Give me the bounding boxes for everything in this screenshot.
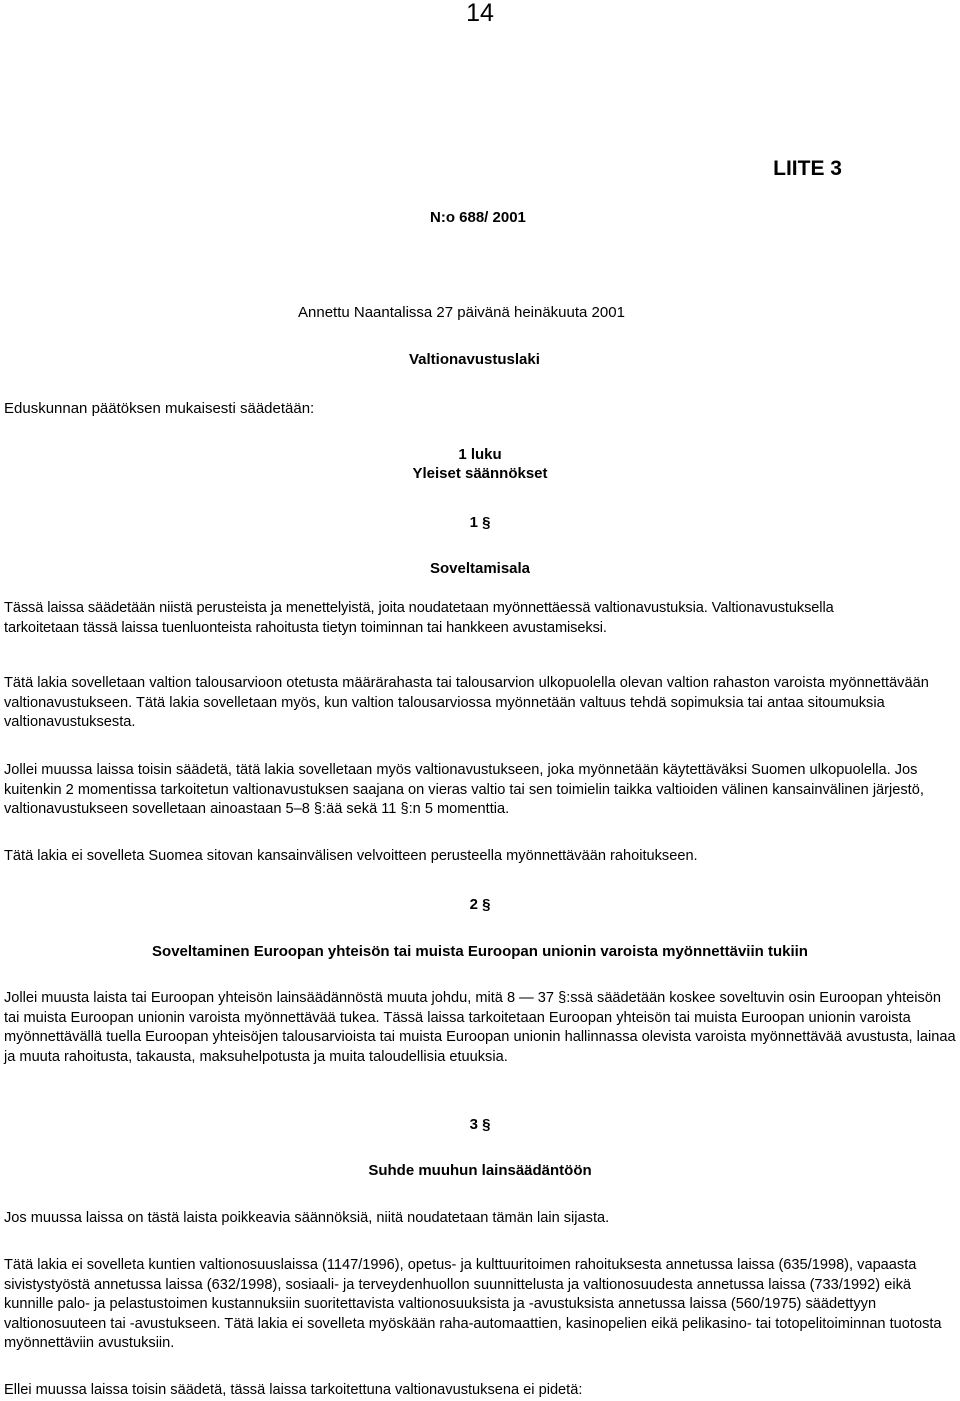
date-line: Annettu Naantalissa 27 päivänä heinäkuuta 2001 — [298, 304, 625, 321]
paragraph: Tätä lakia sovelletaan valtion talousarvioon otetusta määrärahasta tai talousarvion ulkopuolella olevan valtion rahaston varoista myönnettävään valtionavustukseen. Tätä lakia sovelletaan myös, kun valtion talousarviossa myönnetään valtuus tehdä sopimuksia tai antaa sitoumuksia valtionavustuksesta. — [4, 675, 929, 730]
chapter-title: Yleiset säännökset — [412, 465, 548, 482]
paragraph: Jollei muussa laissa toisin säädetä, tätä lakia sovelletaan myös valtionavustukseen, joka myönnetään käytettäväksi Suomen ulkopuolella. Jos kuitenkin 2 momentissa tarkoitetun valtionavustuksen saajana on vieras valtio tai sen toimielin taikka valtioiden välinen kansainvälinen järjestö, valtionavustukseen sovelletaan ainoastaan 5–8 §:ää sekä 11 §:n 5 momenttia. — [4, 762, 924, 817]
paragraph: Jos muussa laissa on tästä laista poikkeavia säännöksiä, niitä noudatetaan tämän lain sijasta. — [4, 1210, 610, 1226]
paragraph: Tätä lakia ei sovelleta kuntien valtionosuuslaissa (1147/1996), opetus- ja kulttuuritoimen rahoituksesta annetussa laissa (635/1998), vapaasta sivistystyöstä annetussa laissa (632/1998), sosiaali- ja terveydenhuollon suunnittelusta ja valtionosuudesta annetussa laissa (733/1992) eikä kunnille palo- ja pelastustoimen kustannuksiin suoritettavista valtionosuuksista ja -avustuksista annetussa laissa (560/1975) säädettyyn valtionosuuteen tai -avustukseen. Tätä lakia ei sovelleta myöskään raha-automaattien, kasinopelien eikä pelikasino- tai totopelitoiminnan tuotosta myönnettäviin avustuksiin. — [4, 1257, 942, 1351]
paragraph: Tässä laissa säädetään niistä perusteista ja menettelyistä, joita noudatetaan myönnettäessä valtionavustuksia. Valtionavustuksella tarkoitetaan tässä laissa tuenluonteista rahoitusta tietyn toiminnan tai hankkeen avustamiseksi. — [4, 600, 834, 636]
section-title: Soveltamisala — [429, 560, 531, 577]
act-title: Valtionavustuslaki — [409, 351, 540, 368]
appendix-label: LIITE 3 — [773, 157, 842, 180]
chapter-number: 1 luku — [458, 446, 502, 463]
section-number: 1 § — [469, 514, 491, 531]
paragraph: Jollei muusta laista tai Euroopan yhteisön lainsäädännöstä muuta johdu, mitä 8 — 37 §:ssä säädetään koskee soveltuvin osin Euroopan yhteisön tai muista Euroopan unionin varoista myönnettävää tukea. Tässä laissa tarkoitetaan Euroopan yhteisön tai muista Euroopan unionin varoista myönnettävällä tuella Euroopan yhteisöjen talousarvioista tai muista Euroopan unionin hallinnassa olevista varoista myönnettävää avustusta, lainaa ja muuta rahoitusta, takausta, maksuhelpotusta ja muita taloudellisia etuuksia. — [4, 990, 956, 1065]
paragraph: Tätä lakia ei sovelleta Suomea sitovan kansainvälisen velvoitteen perusteella myönnettävään rahoitukseen. — [4, 848, 698, 864]
enacting-clause: Eduskunnan päätöksen mukaisesti säädetään: — [4, 400, 315, 417]
section-title: Soveltaminen Euroopan yhteisön tai muista Euroopan unionin varoista myönnettäviin tukiin — [152, 943, 808, 960]
section-title: Suhde muuhun lainsäädäntöön — [368, 1162, 592, 1179]
section-number: 3 § — [469, 1116, 491, 1133]
page-number: 14 — [466, 0, 494, 27]
section-number: 2 § — [469, 896, 491, 913]
paragraph: Ellei muussa laissa toisin säädetä, tässä laissa tarkoitettuna valtionavustuksena ei pidetä: — [4, 1382, 583, 1398]
act-number: N:o 688/ 2001 — [430, 209, 526, 226]
